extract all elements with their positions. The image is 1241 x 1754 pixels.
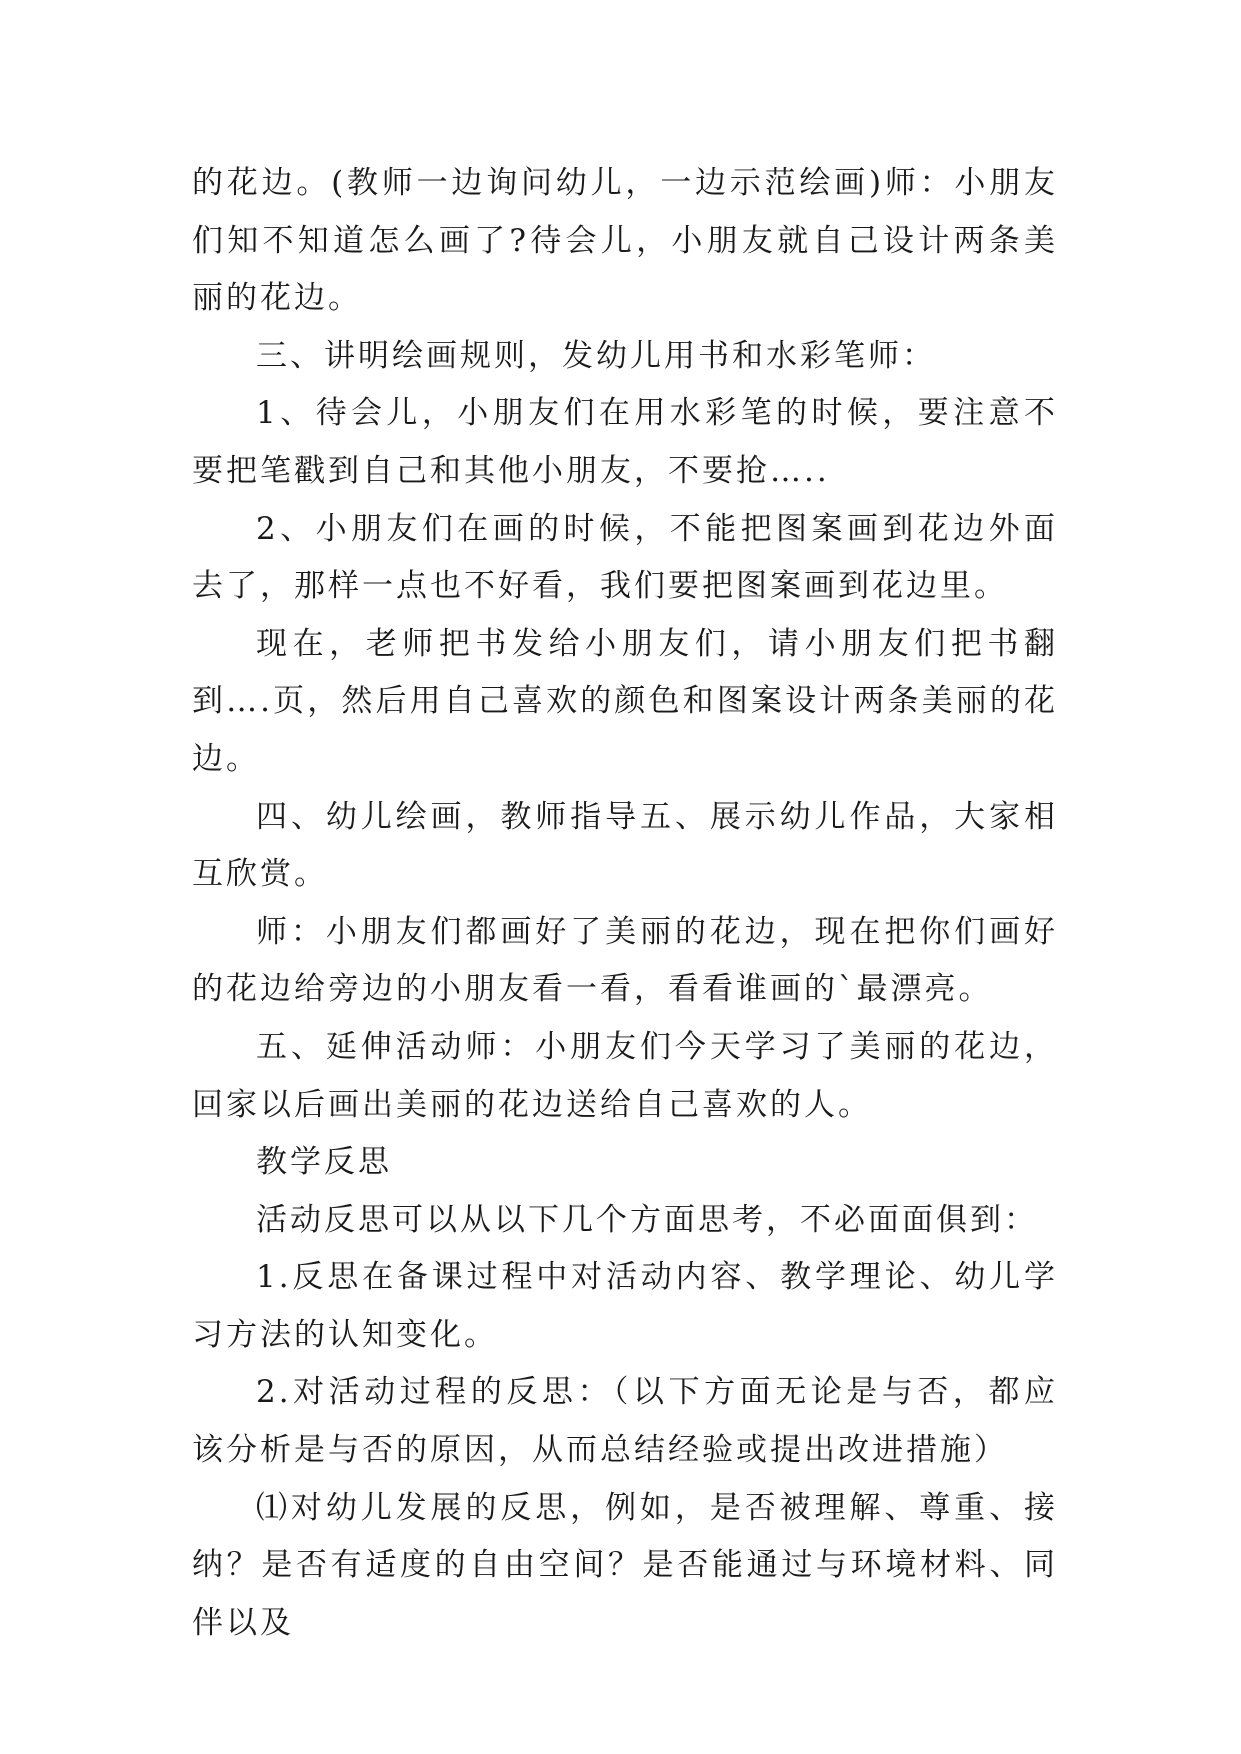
- paragraph-11: 1.反思在备课过程中对活动内容、教学理论、幼儿学习方法的认知变化。: [192, 1259, 1058, 1353]
- paragraph-5: 现在，老师把书发给小朋友们，请小朋友们把书翻到….页，然后用自己喜欢的颜色和图案设计两条美丽的花边。: [192, 625, 1058, 777]
- paragraph-10: 活动反思可以从以下几个方面思考，不必面面俱到：: [256, 1201, 1038, 1238]
- paragraph-4: 2、小朋友们在画的时候，不能把图案画到花边外面去了，那样一点也不好看，我们要把图案画到花边里。: [192, 510, 1058, 605]
- paragraph-6: 四、幼儿绘画，教师指导五、展示幼儿作品，大家相互欣赏。: [192, 798, 1058, 893]
- section-heading-teaching-reflection: 教学反思: [256, 1144, 392, 1181]
- paragraph-7: 师：小朋友们都画好了美丽的花边，现在把你们画好的花边给旁边的小朋友看一看，看看谁画的`最漂亮。: [192, 913, 1058, 1008]
- paragraph-8: 五、延伸活动师：小朋友们今天学习了美丽的花边，回家以后画出美丽的花边送给自己喜欢的人。: [192, 1028, 1058, 1123]
- paragraph-1: 的花边。(教师一边询问幼儿，一边示范绘画)师：小朋友们知不知道怎么画了?待会儿，小朋友就自己设计两条美丽的花边。: [192, 165, 1058, 317]
- paragraph-3: 1、待会儿，小朋友们在用水彩笔的时候，要注意不要把笔戳到自己和其他小朋友，不要抢…..: [192, 395, 1058, 489]
- paragraph-13: ⑴对幼儿发展的反思，例如，是否被理解、尊重、接纳？是否有适度的自由空间？是否能通过与环境材料、同伴以及: [192, 1489, 1058, 1641]
- paragraph-12: 2.对活动过程的反思：（以下方面无论是与否，都应该分析是与否的原因，从而总结经验或提出改进措施）: [192, 1374, 1058, 1469]
- document-body: [192, 155, 1058, 1652]
- paragraph-2: 三、讲明绘画规则，发幼儿用书和水彩笔师：: [256, 337, 936, 374]
